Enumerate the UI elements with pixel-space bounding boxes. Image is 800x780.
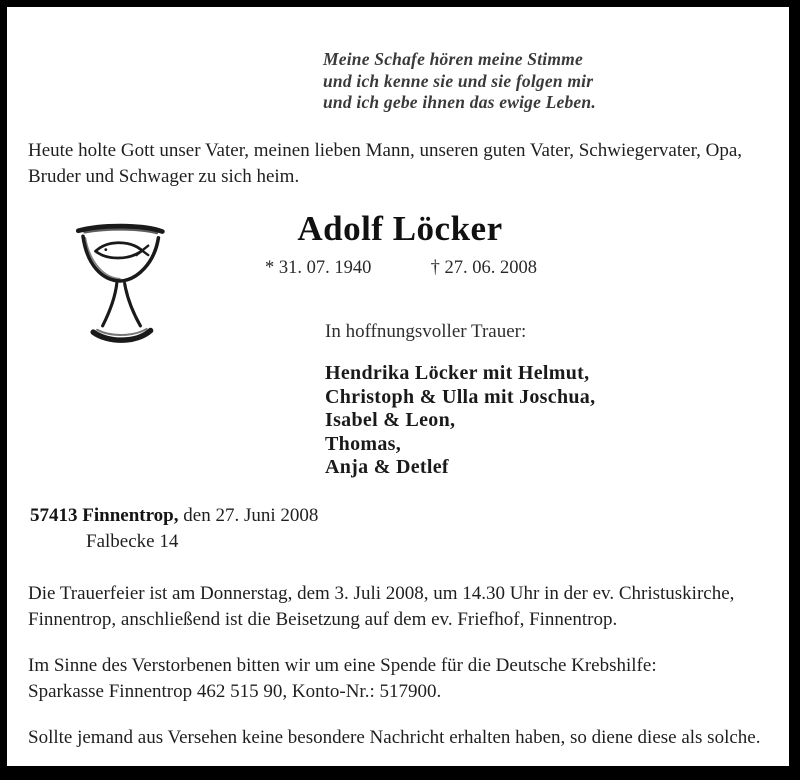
closing-note: Sollte jemand aus Versehen keine besondere Nachricht erhalten haben, so diene diese als solche. — [28, 727, 761, 748]
funeral-line: Finnentrop, anschließend ist die Beisetzung auf dem ev. Friefhof, Finnentrop. — [28, 609, 618, 630]
life-dates — [255, 258, 545, 279]
postal-city: 57413 Finnentrop, — [30, 505, 179, 526]
notice-date: den 27. Juni 2008 — [178, 505, 319, 526]
birth-date: * 31. 07. 1940 — [265, 258, 372, 278]
deceased-name: Adolf Löcker — [297, 209, 503, 248]
mourning-heading: In hoffnungsvoller Trauer: — [325, 321, 527, 342]
donation-line: Sparkasse Finnentrop 462 515 90, Konto-Nr.: 517900. — [28, 681, 442, 702]
mourning-block — [325, 321, 595, 480]
death-date: † 27. 06. 2008 — [430, 258, 537, 278]
city-date-line — [30, 503, 318, 529]
mourning-names — [325, 362, 595, 480]
donation-info — [28, 653, 788, 705]
mourner: Thomas, — [325, 432, 402, 455]
address-block — [30, 503, 318, 555]
funeral-line: Die Trauerfeier ist am Donnerstag, dem 3. Juli 2008, um 14.30 Uhr in der ev. Christuskirche, — [28, 583, 735, 604]
funeral-info — [28, 581, 788, 633]
bible-quote-line: und ich kenne sie und sie folgen mir — [323, 70, 594, 91]
street-line: Falbecke 14 — [86, 531, 179, 552]
mourner: Christoph & Ulla mit Joschua, — [325, 385, 596, 408]
donation-line: Im Sinne des Verstorbenen bitten wir um eine Spende für die Deutsche Krebshilfe: — [28, 655, 657, 676]
intro-line: Heute holte Gott unser Vater, meinen lieben Mann, unseren guten Vater, Schwiegervater, Opa, — [28, 140, 743, 161]
bible-quote-line: Meine Schafe hören meine Stimme — [323, 49, 583, 69]
mourner: Anja & Detlef — [325, 456, 449, 478]
intro-paragraph — [28, 138, 768, 190]
intro-line: Bruder und Schwager zu sich heim. — [28, 166, 300, 187]
bible-quote — [323, 49, 596, 114]
obituary-paper — [7, 7, 789, 766]
mourner: Hendrika Löcker mit Helmut, — [325, 362, 590, 384]
deceased-block — [255, 209, 545, 279]
mourner: Isabel & Leon, — [325, 409, 456, 431]
bible-quote-line: und ich gebe ihnen das ewige Leben. — [323, 92, 596, 112]
chalice-fish-icon — [61, 199, 171, 367]
